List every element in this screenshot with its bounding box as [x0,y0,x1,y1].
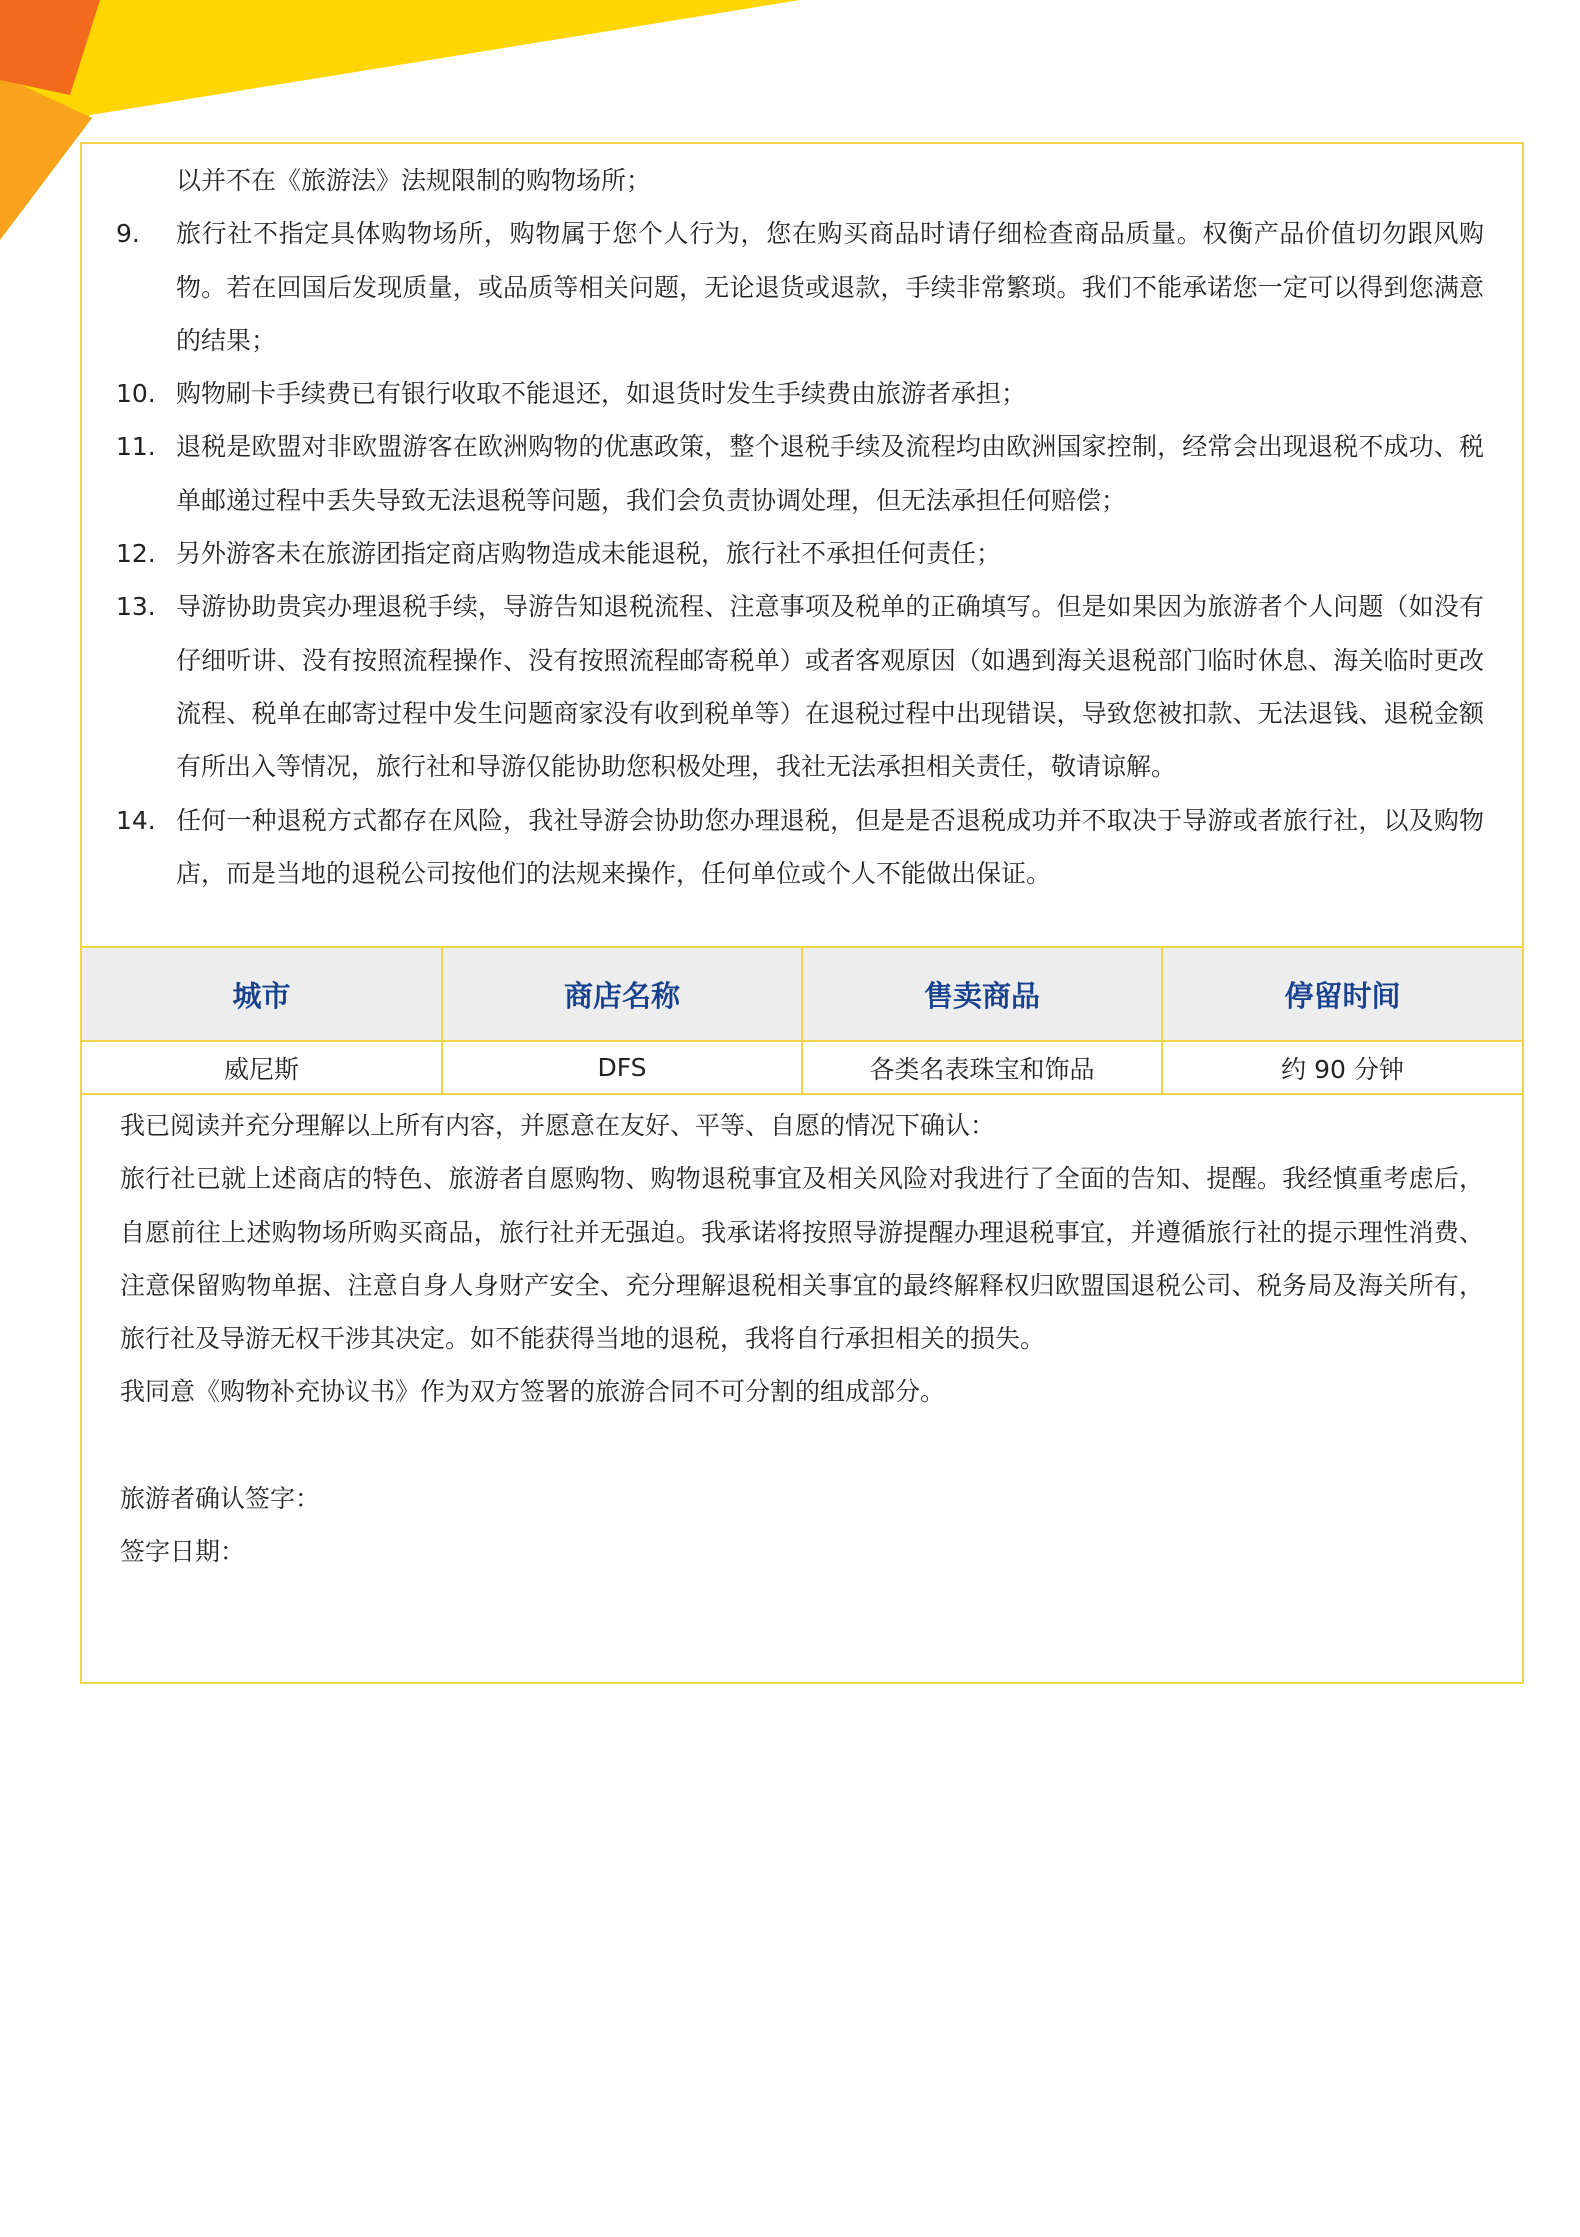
term-item [82,420,1522,527]
table-header-row [82,947,1522,1041]
term-number: 11. [116,432,156,462]
term-text: 导游协助贵宾办理退税手续，导游告知退税流程、注意事项及税单的正确填写。但是如果因为旅游者个人问题（如没有仔细听讲、没有按照流程操作、没有按照流程邮寄税单）或者客观原因（如遇到海关退税部门临时休息、海关临时更改流程、税单在邮寄过程中发生问题商家没有收到税单等）在退税过程中出现错误，导致您被扣款、无法退钱、退税金额有所出入等情况，旅行社和导游仅能协助您积极处理，我社无法承担相关责任，敬请谅解。 [176,592,1484,782]
term-item [82,794,1522,901]
term-item [82,154,1522,207]
header-goods: 售卖商品 [802,947,1162,1041]
cell-stay-time: 约 90 分钟 [1162,1041,1522,1094]
term-text: 以并不在《旅游法》法规限制的购物场所； [176,166,652,195]
agreement-frame [80,142,1524,1684]
term-number: 9. [116,219,140,249]
term-number: 13. [116,592,156,622]
term-item [82,580,1522,793]
date-label: 签字日期： [120,1537,246,1567]
term-text: 任何一种退税方式都存在风险，我社导游会协助您办理退税，但是是否退税成功并不取决于导游或者旅行社，以及购物店，而是当地的退税公司按他们的法规来操作，任何单位或个人不能做出保证。 [176,805,1484,888]
term-number: 10. [116,379,156,409]
statement-agree: 我同意《购物补充协议书》作为双方签署的旅游合同不可分割的组成部分。 [120,1377,946,1407]
statement-intro: 我已阅读并充分理解以上所有内容，并愿意在友好、平等、自愿的情况下确认： [120,1111,996,1140]
header-city: 城市 [82,947,442,1041]
term-number: 12. [116,539,156,569]
spacer [120,1419,1484,1472]
term-text: 退税是欧盟对非欧盟游客在欧洲购物的优惠政策，整个退税手续及流程均由欧洲国家控制，经常会出现退税不成功、税单邮递过程中丢失导致无法退税等问题，我们会负责协调处理，但无法承担任何赔偿； [176,432,1484,515]
confirmation-statement [120,1099,1484,1578]
cell-goods: 各类名表珠宝和饰品 [802,1041,1162,1094]
shop-table [82,946,1522,1095]
term-text: 旅行社不指定具体购物场所，购物属于您个人行为，您在购买商品时请仔细检查商品质量。权衡产品价值切勿跟风购物。若在回国后发现质量，或品质等相关问题，无论退货或退款，手续非常繁琐。我们不能承诺您一定可以得到您满意的结果； [176,219,1484,355]
statement-body: 旅行社已就上述商店的特色、旅游者自愿购物、购物退税事宜及相关风险对我进行了全面的告知、提醒。我经慎重考虑后，自愿前往上述购物场所购买商品，旅行社并无强迫。我承诺将按照导游提醒办理退税事宜，并遵循旅行社的提示理性消费、注意保留购物单据、注意自身人身财产安全、充分理解退税相关事宜的最终解释权归欧盟国退税公司、税务局及海关所有，旅行社及导游无权干涉其决定。如不能获得当地的退税，我将自行承担相关的损失。 [120,1164,1484,1354]
cell-shop-name: DFS [442,1041,802,1094]
header-stay-time: 停留时间 [1162,947,1522,1041]
term-number: 14. [116,805,156,835]
term-item [82,207,1522,367]
signature-label: 旅游者确认签字： [120,1483,321,1513]
term-item [82,367,1522,420]
table-row [82,1041,1522,1094]
header-shop-name: 商店名称 [442,947,802,1041]
terms-list [82,154,1522,900]
term-text: 另外游客未在旅游团指定商店购物造成未能退税，旅行社不承担任何责任； [176,539,1002,569]
term-item [82,527,1522,580]
cell-city: 威尼斯 [82,1041,442,1094]
term-text: 购物刷卡手续费已有银行收取不能退还，如退货时发生手续费由旅游者承担； [176,379,1027,409]
